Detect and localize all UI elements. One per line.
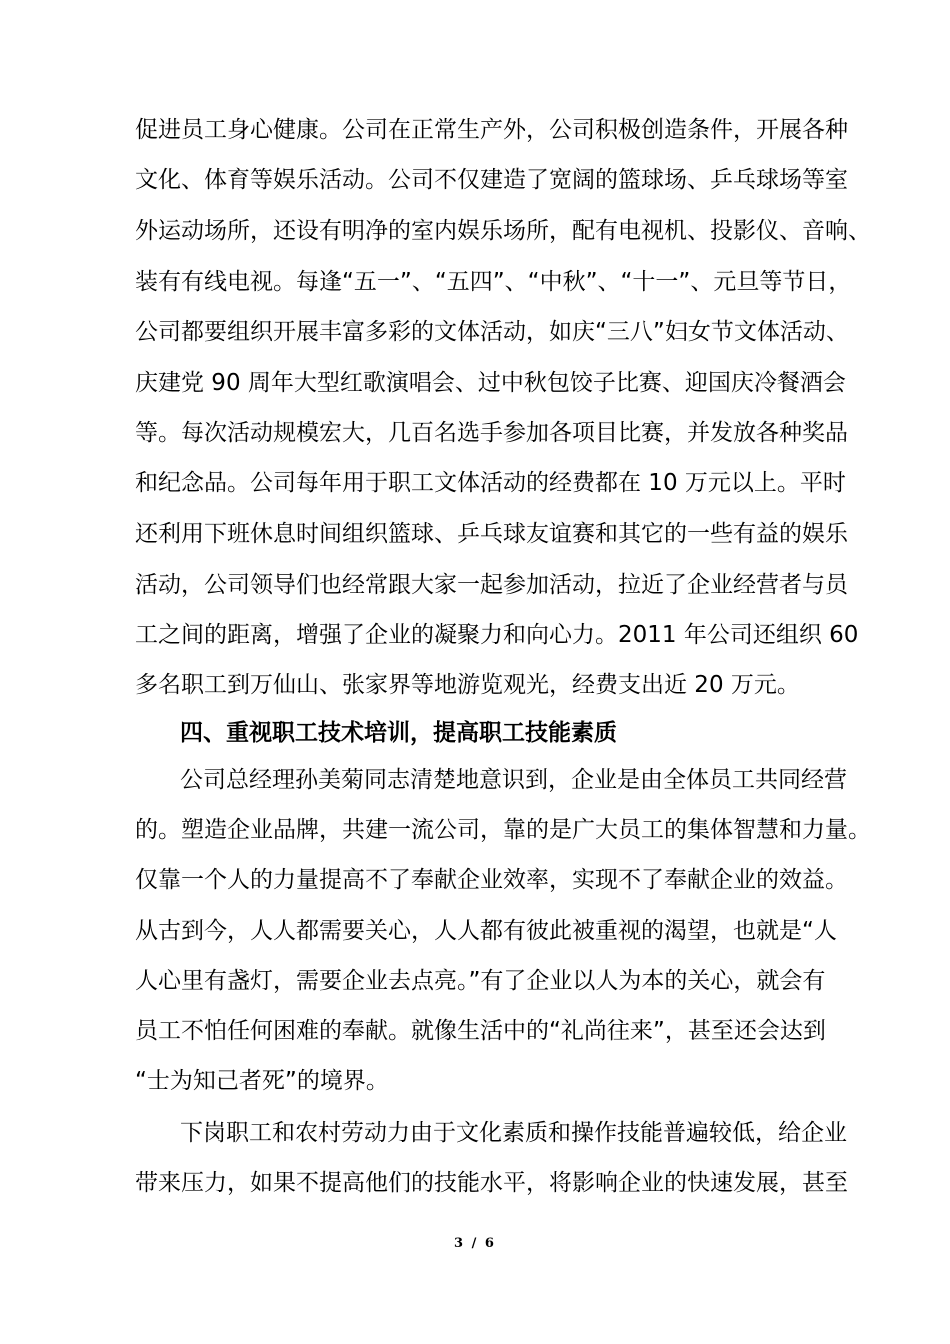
paragraph-line: 等。每次活动规模宏大，几百名选手参加各项目比赛，并发放各种奖品 — [135, 420, 848, 446]
paragraph-line: 公司都要组织开展丰富多彩的文体活动，如庆“三八”妇女节文体活动、 — [135, 319, 849, 345]
paragraph-line: 和纪念品。公司每年用于职工文体活动的经费都在 10 万元以上。平时 — [135, 470, 846, 496]
paragraph-line: 促进员工身心健康。公司在正常生产外，公司积极创造条件，开展各种 — [135, 117, 848, 143]
paragraph-line: 仅靠一个人的力量提高不了奉献企业效率，实现不了奉献企业的效益。 — [135, 867, 848, 893]
paragraph-line: 多名职工到万仙山、张家界等地游览观光，经费支出近 20 万元。 — [135, 672, 800, 698]
paragraph-line: 庆建党 90 周年大型红歌演唱会、过中秋包饺子比赛、迎国庆冷餐酒会 — [135, 370, 846, 396]
paragraph-line: 文化、体育等娱乐活动。公司不仅建造了宽阔的篮球场、乒乓球场等室 — [135, 167, 848, 193]
paragraph-line: 的。塑造企业品牌，共建一流公司，靠的是广大员工的集体智慧和力量。 — [135, 817, 871, 843]
paragraph-line: 装有有线电视。每逢“五一”、“五四”、“中秋”、“十一”、元旦等节日， — [135, 269, 852, 295]
paragraph-line: 带来压力，如果不提高他们的技能水平，将影响企业的快速发展，甚至 — [135, 1170, 848, 1196]
paragraph-line: “士为知己者死”的境界。 — [135, 1068, 389, 1094]
paragraph-line: 下岗职工和农村劳动力由于文化素质和操作技能普遍较低，给企业 — [180, 1120, 847, 1146]
paragraph-line: 外运动场所，还设有明净的室内娱乐场所，配有电视机、投影仪、音响、 — [135, 218, 871, 244]
paragraph-line: 还利用下班休息时间组织篮球、乒乓球友谊赛和其它的一些有益的娱乐 — [135, 521, 848, 547]
paragraph-line: 公司总经理孙美菊同志清楚地意识到，企业是由全体员工共同经营 — [180, 767, 847, 793]
paragraph-line: 员工不怕任何困难的奉献。就像生活中的“礼尚往来”，甚至还会达到 — [135, 1018, 826, 1044]
paragraph-line: 人心里有盏灯，需要企业去点亮。”有了企业以人为本的关心，就会有 — [135, 968, 826, 994]
paragraph-line: 从古到今，人人都需要关心，人人都有彼此被重视的渴望，也就是“人 — [135, 918, 837, 944]
paragraph-line: 活动，公司领导们也经常跟大家一起参加活动，拉近了企业经营者与员 — [135, 572, 848, 598]
paragraph-line: 工之间的距离，增强了企业的凝聚力和向心力。2011 年公司还组织 60 — [135, 622, 859, 648]
page-number: 3 / 6 — [454, 1236, 496, 1251]
section-heading: 四、重视职工技术培训，提高职工技能素质 — [180, 720, 617, 746]
